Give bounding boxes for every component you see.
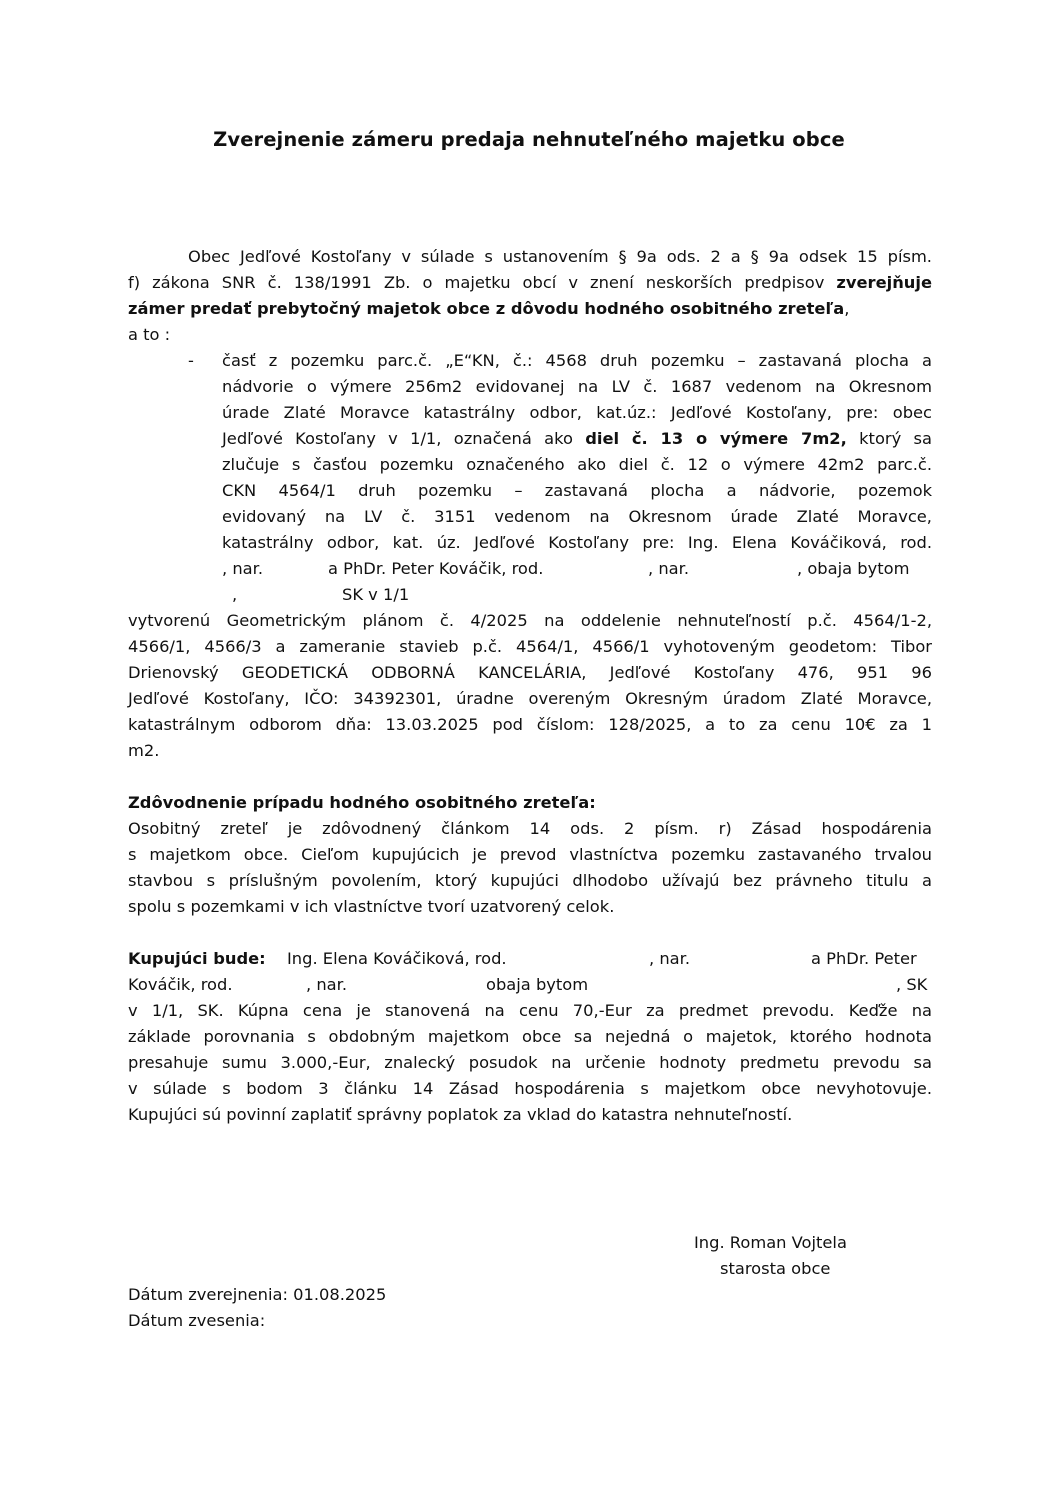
signature-role: starosta obce bbox=[720, 1259, 831, 1278]
cont-line-6: m2. bbox=[128, 741, 160, 760]
buyer-line-2b: , nar. bbox=[306, 975, 348, 994]
buyer-paragraph bbox=[128, 998, 932, 1128]
item-bold-parcel-part: diel č. 13 o výmere 7m2, bbox=[585, 429, 847, 448]
item-line-9c: , nar. bbox=[648, 559, 690, 578]
buyer-line-6: v súlade s bodom 3 článku 14 Zásad hospodárenia s majetkom obce nevyhotovuje. bbox=[128, 1079, 932, 1098]
item-line-4: Jedľové Kostoľany v 1/1, označená ako diel č. 13 o výmere 7m2, ktorý sa bbox=[222, 429, 932, 448]
buyer-line-2c: obaja bytom bbox=[486, 975, 589, 994]
item-line-5: zlučuje s časťou pozemku označeného ako diel č. 12 o výmere 42m2 parc.č. bbox=[222, 455, 932, 474]
item-line-6: CKN 4564/1 druh pozemku – zastavaná plocha a nádvorie, pozemok bbox=[222, 481, 932, 500]
buyer-line-5: presahuje sumu 3.000,-Eur, znalecký posudok na určenie hodnoty predmetu prevodu sa bbox=[128, 1053, 932, 1072]
signature-name: Ing. Roman Vojtela bbox=[694, 1233, 847, 1252]
date-removed: Dátum zvesenia: bbox=[128, 1311, 266, 1330]
continuation-paragraph bbox=[128, 608, 932, 764]
item-line-10a: , bbox=[232, 585, 238, 604]
buyer-line-2d: , SK bbox=[896, 975, 928, 994]
item-line-7: evidovaný na LV č. 3151 vedenom na Okresnom úrade Zlaté Moravce, bbox=[222, 507, 932, 526]
item-line-3: úrade Zlaté Moravce katastrálny odbor, kat.úz.: Jedľové Kostoľany, pre: obec bbox=[222, 403, 932, 422]
intro-paragraph bbox=[128, 244, 932, 348]
justification-line-2: s majetkom obce. Cieľom kupujúcich je prevod vlastníctva pozemku zastavaného trvalou bbox=[128, 845, 932, 864]
list-dash: - bbox=[188, 351, 194, 370]
intro-bold-intent: zámer predať prebytočný majetok obce z dôvodu hodného osobitného zreteľa bbox=[128, 299, 845, 318]
justification-line-3: stavbou s príslušným povolením, ktorý kupujúci dlhodobo užívajú bez právneho titulu a bbox=[128, 871, 932, 890]
buyer-line-1b: , nar. bbox=[649, 949, 691, 968]
intro-bold-publishes: zverejňuje bbox=[836, 273, 932, 292]
date-published: Dátum zverejnenia: 01.08.2025 bbox=[128, 1285, 387, 1304]
item-line-9d: , obaja bytom bbox=[797, 559, 910, 578]
intro-line-3: zámer predať prebytočný majetok obce z dôvodu hodného osobitného zreteľa, bbox=[128, 299, 850, 318]
item-line-1: časť z pozemku parc.č. „E“KN, č.: 4568 druh pozemku – zastavaná plocha a bbox=[222, 351, 932, 370]
justification-line-4: spolu s pozemkami v ich vlastníctve tvorí uzatvorený celok. bbox=[128, 897, 615, 916]
buyer-line-1c: a PhDr. Peter bbox=[811, 949, 917, 968]
buyer-label: Kupujúci bude: bbox=[128, 949, 266, 968]
item-line-2: nádvorie o výmere 256m2 evidovanej na LV č. 1687 vedenom na Okresnom bbox=[222, 377, 932, 396]
justification-line-1: Osobitný zreteľ je zdôvodnený článkom 14 ods. 2 písm. r) Zásad hospodárenia bbox=[128, 819, 932, 838]
justification-section bbox=[128, 790, 932, 920]
item-line-9b: a PhDr. Peter Kováčik, rod. bbox=[328, 559, 544, 578]
buyer-line-3: v 1/1, SK. Kúpna cena je stanovená na cenu 70,-Eur za predmet prevodu. Keďže na bbox=[128, 1001, 932, 1020]
list-item-parcel bbox=[222, 348, 932, 556]
cont-line-3: Drienovský GEODETICKÁ ODBORNÁ KANCELÁRIA, Jedľové Kostoľany 476, 951 96 bbox=[128, 663, 932, 682]
item-line-8: katastrálny odbor, kat. úz. Jedľové Kostoľany pre: Ing. Elena Kováčiková, rod. bbox=[222, 533, 932, 552]
item-line-10b: SK v 1/1 bbox=[342, 585, 410, 604]
buyer-line-7: Kupujúci sú povinní zaplatiť správny poplatok za vklad do katastra nehnuteľností. bbox=[128, 1105, 793, 1124]
cont-line-5: katastrálnym odborom dňa: 13.03.2025 pod číslom: 128/2025, a to za cenu 10€ za 1 bbox=[128, 715, 932, 734]
buyer-line-1a: Ing. Elena Kováčiková, rod. bbox=[287, 949, 507, 968]
buyer-line-4: základe porovnania s obdobným majetkom obce sa nejedná o majetok, ktorého hodnota bbox=[128, 1027, 932, 1046]
cont-line-1: vytvorenú Geometrickým plánom č. 4/2025 na oddelenie nehnuteľností p.č. 4564/1-2, bbox=[128, 611, 932, 630]
intro-line-2: f) zákona SNR č. 138/1991 Zb. o majetku obcí v znení neskorších predpisov zverejňuje bbox=[128, 273, 932, 292]
document-title: Zverejnenie zámeru predaja nehnuteľného majetku obce bbox=[213, 128, 845, 151]
cont-line-2: 4566/1, 4566/3 a zameranie stavieb p.č. 4564/1, 4566/1 vyhotoveným geodetom: Tibor bbox=[128, 637, 932, 656]
buyer-line-2a: Kováčik, rod. bbox=[128, 975, 233, 994]
intro-line-4: a to : bbox=[128, 325, 171, 344]
item-line-9a: , nar. bbox=[222, 559, 264, 578]
intro-line-1: Obec Jedľové Kostoľany v súlade s ustanovením § 9a ods. 2 a § 9a odsek 15 písm. bbox=[188, 247, 932, 266]
cont-line-4: Jedľové Kostoľany, IČO: 34392301, úradne overeným Okresným úradom Zlaté Moravce, bbox=[128, 689, 932, 708]
justification-heading: Zdôvodnenie prípadu hodného osobitného zreteľa: bbox=[128, 793, 596, 812]
